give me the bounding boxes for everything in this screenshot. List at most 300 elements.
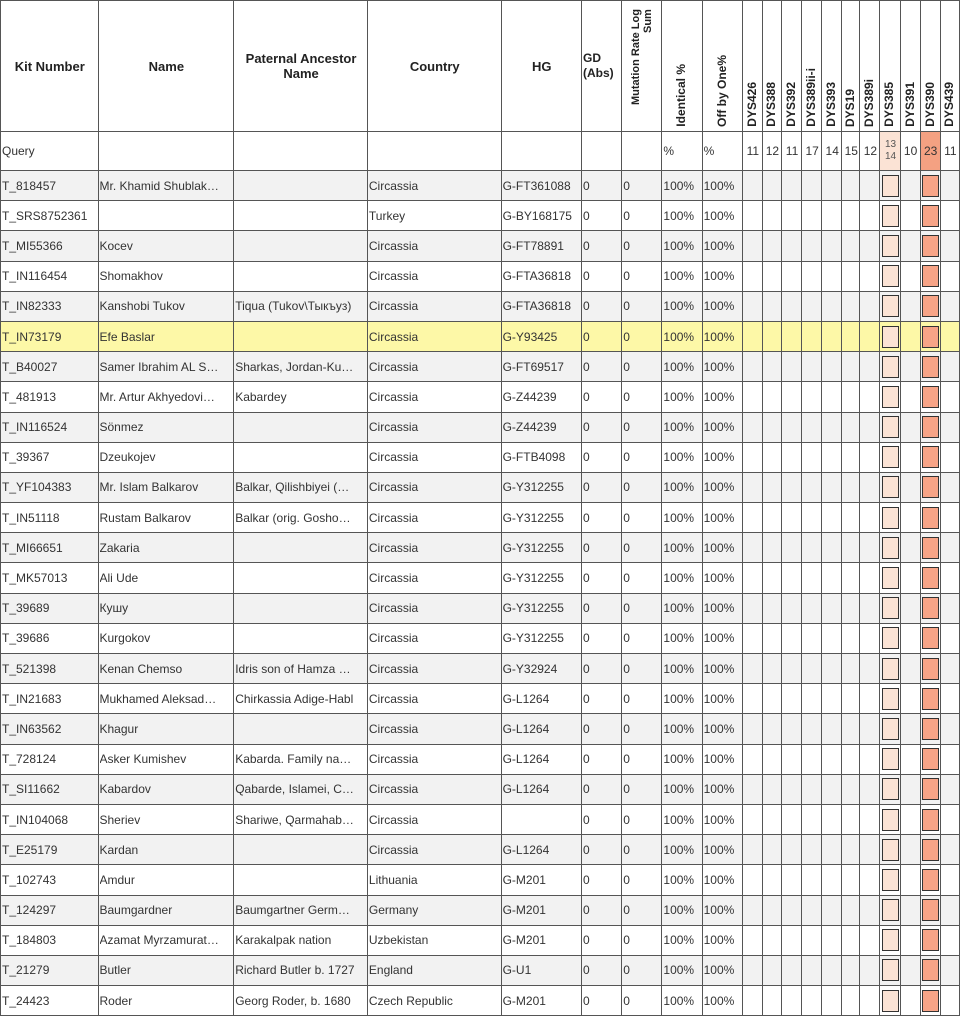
country-cell: [367, 804, 501, 834]
marker-cell: [842, 895, 860, 925]
name-cell-text: Khagur: [99, 721, 139, 736]
kit-number-cell[interactable]: [1, 291, 99, 321]
marker-cell: [781, 533, 801, 563]
country-cell-text: Circassia: [368, 329, 419, 344]
dys385-marker-box: [882, 476, 899, 498]
marker-cell: [900, 201, 920, 231]
paternal-ancestor-cell: [234, 774, 368, 804]
kit-number-cell[interactable]: [1, 865, 99, 895]
dys390-marker-box: [922, 416, 939, 438]
country-cell: [367, 291, 501, 321]
marker-cell: [822, 955, 842, 985]
marker-cell: [860, 412, 880, 442]
identical-cell: [662, 382, 702, 412]
identical-cell-text: 100%: [663, 299, 695, 314]
paternal-ancestor-cell: [234, 171, 368, 201]
marker-cell: [940, 533, 959, 563]
table-row[interactable]: [1, 593, 960, 623]
identical-cell: [662, 684, 702, 714]
gd-cell-text: 0: [582, 993, 590, 1008]
name-cell: [98, 412, 234, 442]
table-row[interactable]: [1, 654, 960, 684]
name-cell: [98, 654, 234, 684]
off-by-one-cell-text: 100%: [703, 872, 735, 887]
dys390-marker-box: [922, 537, 939, 559]
kit-number-cell-text: T_184803: [2, 933, 57, 948]
off-by-one-cell-text: 100%: [703, 842, 735, 857]
marker-cell: [781, 744, 801, 774]
table-row[interactable]: [1, 895, 960, 925]
marker-cell: [860, 231, 880, 261]
kit-number-cell[interactable]: [1, 925, 99, 955]
kit-number-cell-text: T_MI66651: [2, 540, 63, 555]
marker-cell: [822, 171, 842, 201]
hg-cell-text: G-U1: [502, 963, 532, 978]
paternal-ancestor-cell: [234, 593, 368, 623]
name-cell: [98, 533, 234, 563]
dys385-marker-box: [882, 809, 899, 831]
marker-cell: [742, 804, 762, 834]
marker-cell: [762, 442, 781, 472]
kit-number-cell[interactable]: [1, 201, 99, 231]
country-cell-text: Circassia: [368, 238, 419, 253]
marker-cell: [762, 261, 781, 291]
kit-number-cell[interactable]: [1, 261, 99, 291]
off-by-one-cell-text: 100%: [703, 329, 735, 344]
off-by-one-cell: [702, 412, 742, 442]
marker-cell: [920, 955, 940, 985]
table-row[interactable]: [1, 231, 960, 261]
identical-cell: [662, 925, 702, 955]
hg-cell-text: G-Y32924: [502, 661, 558, 676]
name-cell: [98, 744, 234, 774]
kit-number-cell[interactable]: [1, 472, 99, 502]
kit-number-cell[interactable]: [1, 714, 99, 744]
mutation-rate-cell: [622, 321, 662, 351]
marker-cell: [880, 533, 900, 563]
marker-cell: [802, 171, 822, 201]
country-cell-text: Circassia: [368, 540, 419, 555]
header-row: [1, 1, 960, 132]
marker-cell: [802, 563, 822, 593]
marker-cell: [860, 714, 880, 744]
kit-number-cell[interactable]: [1, 382, 99, 412]
identical-cell-text: 100%: [663, 420, 695, 435]
marker-cell: [880, 321, 900, 351]
dys385-marker-box: [882, 326, 899, 348]
gd-header[interactable]: [581, 1, 621, 132]
marker-header[interactable]: [842, 1, 860, 132]
identical-cell-text: 100%: [663, 933, 695, 948]
name-cell-text: Kabardov: [99, 782, 151, 797]
kit-number-cell-text: T_102743: [2, 872, 57, 887]
marker-cell: [920, 986, 940, 1016]
paternal-ancestor-cell: [234, 382, 368, 412]
off-by-one-cell: [702, 382, 742, 412]
mutation-rate-cell-text: 0: [623, 480, 630, 495]
kit-number-cell[interactable]: [1, 563, 99, 593]
mutation-rate-cell-text: 0: [623, 208, 630, 223]
marker-cell: [920, 925, 940, 955]
table-row[interactable]: [1, 442, 960, 472]
gd-cell-text: 0: [582, 872, 590, 887]
gd-cell: [581, 654, 621, 684]
dys385-marker-box: [882, 507, 899, 529]
off-by-one-cell-text: 100%: [703, 299, 735, 314]
marker-cell: [880, 352, 900, 382]
marker-cell: [900, 321, 920, 351]
country-cell: [367, 533, 501, 563]
off-by-one-cell-text: 100%: [703, 359, 735, 374]
marker-cell: [802, 835, 822, 865]
marker-header[interactable]: [781, 1, 801, 132]
table-row[interactable]: [1, 925, 960, 955]
mutation-rate-cell: [622, 654, 662, 684]
name-cell-text: Kanshobi Tukov: [99, 299, 185, 314]
identical-cell-text: 100%: [663, 872, 695, 887]
identical-cell-text: 100%: [663, 450, 695, 465]
marker-cell: [880, 593, 900, 623]
kit-number-cell[interactable]: [1, 804, 99, 834]
marker-header[interactable]: [762, 1, 781, 132]
table-row[interactable]: [1, 835, 960, 865]
marker-cell: [880, 201, 900, 231]
marker-header-label: DYS389ii-i: [804, 68, 819, 127]
marker-cell: [822, 201, 842, 231]
marker-cell: [742, 321, 762, 351]
dys385-marker-box: [882, 748, 899, 770]
marker-header[interactable]: [880, 1, 900, 132]
mutation-rate-cell: [622, 684, 662, 714]
hg-cell: [501, 774, 581, 804]
table-row[interactable]: [1, 412, 960, 442]
marker-cell: [920, 744, 940, 774]
name-cell: [98, 352, 234, 382]
marker-cell: [802, 291, 822, 321]
marker-cell: [742, 261, 762, 291]
marker-cell: [860, 382, 880, 412]
marker-cell: [880, 412, 900, 442]
gd-cell-text: 0: [582, 359, 590, 374]
marker-cell: [781, 352, 801, 382]
marker-cell: [781, 925, 801, 955]
country-cell-text: Czech Republic: [368, 993, 453, 1008]
kit-number-cell-text: T_IN104068: [2, 812, 69, 827]
kit-number-cell[interactable]: [1, 442, 99, 472]
name-cell: [98, 291, 234, 321]
dys390-marker-box: [922, 658, 939, 680]
table-row[interactable]: [1, 865, 960, 895]
marker-cell: [920, 261, 940, 291]
off-by-one-cell: [702, 503, 742, 533]
dys390-marker-box: [922, 688, 939, 710]
paternal-ancestor-cell: [234, 986, 368, 1016]
marker-cell: [822, 503, 842, 533]
table-row[interactable]: [1, 533, 960, 563]
identical-cell: [662, 774, 702, 804]
marker-cell: [940, 442, 959, 472]
marker-cell: [860, 774, 880, 804]
marker-cell: [742, 744, 762, 774]
marker-cell: [842, 593, 860, 623]
identical-cell-text: 100%: [663, 480, 695, 495]
table-row[interactable]: [1, 955, 960, 985]
marker-cell: [762, 835, 781, 865]
country-cell-text: Lithuania: [368, 872, 418, 887]
gd-cell-text: 0: [582, 963, 590, 978]
mutation-rate-cell: [622, 171, 662, 201]
marker-header-label: DYS392: [783, 82, 798, 127]
hg-cell: [501, 593, 581, 623]
table-body: [1, 132, 960, 1016]
name-cell: [98, 382, 234, 412]
kit-number-cell[interactable]: [1, 744, 99, 774]
table-row[interactable]: [1, 503, 960, 533]
name-cell-text: Dzeukojev: [99, 450, 156, 465]
hg-cell-text: G-FTA36818: [502, 269, 572, 284]
marker-cell: [762, 955, 781, 985]
kit-number-cell-text: T_SI11662: [2, 782, 60, 797]
hg-header[interactable]: HG: [501, 1, 581, 132]
kit-number-cell[interactable]: [1, 503, 99, 533]
marker-header-label: DYS385: [882, 82, 897, 127]
marker-cell: [742, 774, 762, 804]
table-row[interactable]: [1, 804, 960, 834]
hg-cell-text: G-M201: [502, 903, 546, 918]
marker-cell: [900, 744, 920, 774]
marker-cell: [781, 593, 801, 623]
identical-header[interactable]: [662, 1, 702, 132]
off-by-one-cell: [702, 171, 742, 201]
country-cell: [367, 925, 501, 955]
dys390-marker-box: [922, 597, 939, 619]
kit-number-cell[interactable]: [1, 895, 99, 925]
marker-cell: [802, 503, 822, 533]
paternal-ancestor-cell: [234, 925, 368, 955]
query-marker-value: 11: [742, 132, 762, 171]
kit-number-cell[interactable]: [1, 321, 99, 351]
marker-cell: [940, 171, 959, 201]
name-cell-text: Asker Kumishev: [99, 752, 187, 767]
dys390-marker-box: [922, 839, 939, 861]
table-row[interactable]: [1, 382, 960, 412]
marker-cell: [860, 503, 880, 533]
kit-number-cell-text: T_IN116454: [2, 269, 68, 284]
identical-cell: [662, 865, 702, 895]
marker-header[interactable]: [920, 1, 940, 132]
kit-number-cell-text: T_IN116524: [2, 420, 68, 435]
marker-cell: [742, 623, 762, 653]
marker-cell: [860, 442, 880, 472]
kit-number-cell[interactable]: [1, 684, 99, 714]
off-by-one-cell: [702, 684, 742, 714]
paternal-ancestor-cell-text: Kabarda. Family na…: [235, 752, 352, 767]
marker-cell: [900, 412, 920, 442]
country-cell: [367, 654, 501, 684]
mutation-rate-header-label: Mutation Rate Log Sum: [629, 9, 654, 105]
kit-number-cell[interactable]: [1, 623, 99, 653]
hg-cell-text: G-Y312255: [502, 510, 564, 525]
table-row[interactable]: [1, 472, 960, 502]
name-cell-text: Azamat Myrzamurat…: [99, 933, 219, 948]
marker-cell: [742, 563, 762, 593]
table-row[interactable]: [1, 171, 960, 201]
identical-cell-text: 100%: [663, 631, 695, 646]
marker-header[interactable]: [802, 1, 822, 132]
name-cell-text: Rustam Balkarov: [99, 510, 191, 525]
dys385-marker-box: [882, 356, 899, 378]
table-row[interactable]: [1, 321, 960, 351]
kit-number-cell-text: T_39367: [2, 450, 50, 465]
table-row[interactable]: [1, 291, 960, 321]
paternal-ancestor-cell-text: Sharkas, Jordan-Ku…: [235, 359, 354, 374]
paternal-ancestor-cell: [234, 503, 368, 533]
kit-number-header[interactable]: Kit Number: [1, 1, 99, 132]
gd-cell-text: 0: [582, 661, 590, 676]
marker-header[interactable]: [822, 1, 842, 132]
dys390-marker-box: [922, 718, 939, 740]
gd-cell: [581, 744, 621, 774]
marker-cell: [900, 835, 920, 865]
table-row[interactable]: [1, 563, 960, 593]
identical-cell-text: 100%: [663, 601, 695, 616]
marker-cell: [842, 533, 860, 563]
hg-cell: [501, 925, 581, 955]
marker-cell: [900, 865, 920, 895]
marker-cell: [860, 261, 880, 291]
marker-cell: [822, 382, 842, 412]
identical-cell: [662, 261, 702, 291]
country-header[interactable]: Country: [367, 1, 501, 132]
dys390-marker-box: [922, 627, 939, 649]
hg-cell: [501, 654, 581, 684]
kit-number-cell[interactable]: [1, 955, 99, 985]
dys390-marker-box: [922, 567, 939, 589]
hg-cell: [501, 623, 581, 653]
table-row[interactable]: [1, 261, 960, 291]
identical-cell-text: 100%: [663, 178, 695, 193]
marker-cell: [920, 412, 940, 442]
marker-cell: [940, 231, 959, 261]
identical-cell-text: 100%: [663, 329, 695, 344]
marker-header[interactable]: [940, 1, 959, 132]
marker-cell: [900, 261, 920, 291]
dys390-marker-box: [922, 990, 939, 1012]
paternal-ancestor-cell: [234, 231, 368, 261]
table-row[interactable]: [1, 623, 960, 653]
marker-cell: [842, 804, 860, 834]
marker-cell: [842, 865, 860, 895]
name-cell: [98, 714, 234, 744]
marker-cell: [900, 382, 920, 412]
marker-cell: [822, 865, 842, 895]
marker-cell: [940, 774, 959, 804]
mutation-rate-cell: [622, 895, 662, 925]
marker-cell: [920, 774, 940, 804]
marker-cell: [900, 654, 920, 684]
name-cell: [98, 503, 234, 533]
table-row[interactable]: [1, 352, 960, 382]
dys390-marker-box: [922, 235, 939, 257]
marker-cell: [940, 955, 959, 985]
name-header[interactable]: Name: [98, 1, 234, 132]
kit-number-cell-text: T_728124: [2, 752, 57, 767]
country-cell-text: Circassia: [368, 842, 419, 857]
hg-cell-text: G-FTA36818: [502, 299, 572, 314]
table-row[interactable]: [1, 986, 960, 1016]
kit-number-cell[interactable]: [1, 774, 99, 804]
off-by-one-header[interactable]: [702, 1, 742, 132]
hg-cell: [501, 533, 581, 563]
kit-number-cell[interactable]: [1, 593, 99, 623]
marker-header[interactable]: [860, 1, 880, 132]
mutation-rate-cell-text: 0: [623, 238, 630, 253]
off-by-one-cell-text: 100%: [703, 812, 735, 827]
name-cell-text: Samer Ibrahim AL S…: [99, 359, 219, 374]
marker-cell: [781, 654, 801, 684]
kit-number-cell-text: T_481913: [2, 389, 57, 404]
kit-number-cell[interactable]: [1, 352, 99, 382]
mutation-rate-cell: [622, 804, 662, 834]
marker-cell: [860, 352, 880, 382]
marker-cell: [860, 472, 880, 502]
dys385-marker-box: [882, 386, 899, 408]
kit-number-cell[interactable]: [1, 835, 99, 865]
marker-header[interactable]: [900, 1, 920, 132]
table-row[interactable]: [1, 714, 960, 744]
table-row[interactable]: [1, 684, 960, 714]
marker-cell: [842, 684, 860, 714]
gd-cell: [581, 201, 621, 231]
marker-cell: [920, 291, 940, 321]
mutation-rate-header[interactable]: [622, 1, 662, 132]
name-cell: [98, 201, 234, 231]
mutation-rate-cell-text: 0: [623, 933, 630, 948]
kit-number-cell[interactable]: [1, 533, 99, 563]
kit-number-cell[interactable]: [1, 171, 99, 201]
dys390-marker-box: [922, 476, 939, 498]
marker-header[interactable]: [742, 1, 762, 132]
name-cell-text: Mr. Islam Balkarov: [99, 480, 199, 495]
mutation-rate-cell: [622, 533, 662, 563]
mutation-rate-cell: [622, 986, 662, 1016]
mutation-rate-cell-text: 0: [623, 299, 630, 314]
table-row[interactable]: [1, 774, 960, 804]
marker-cell: [842, 654, 860, 684]
table-row[interactable]: [1, 201, 960, 231]
paternal-ancestor-header[interactable]: [234, 1, 368, 132]
marker-cell: [880, 291, 900, 321]
kit-number-cell-text: T_E25179: [2, 842, 58, 857]
off-by-one-cell-text: 100%: [703, 178, 735, 193]
kit-number-cell[interactable]: [1, 231, 99, 261]
off-by-one-cell: [702, 352, 742, 382]
table-row[interactable]: [1, 744, 960, 774]
kit-number-cell[interactable]: [1, 412, 99, 442]
mutation-rate-cell: [622, 955, 662, 985]
gd-cell-text: 0: [582, 903, 590, 918]
country-cell: [367, 684, 501, 714]
hg-cell: [501, 291, 581, 321]
country-cell-text: Circassia: [368, 178, 419, 193]
mutation-rate-cell: [622, 382, 662, 412]
kit-number-cell[interactable]: [1, 654, 99, 684]
kit-number-cell[interactable]: [1, 986, 99, 1016]
paternal-ancestor-cell-text: Georg Roder, b. 1680: [235, 993, 351, 1008]
identical-cell-text: 100%: [663, 691, 695, 706]
marker-cell: [781, 442, 801, 472]
dys385-marker-box: [882, 658, 899, 680]
